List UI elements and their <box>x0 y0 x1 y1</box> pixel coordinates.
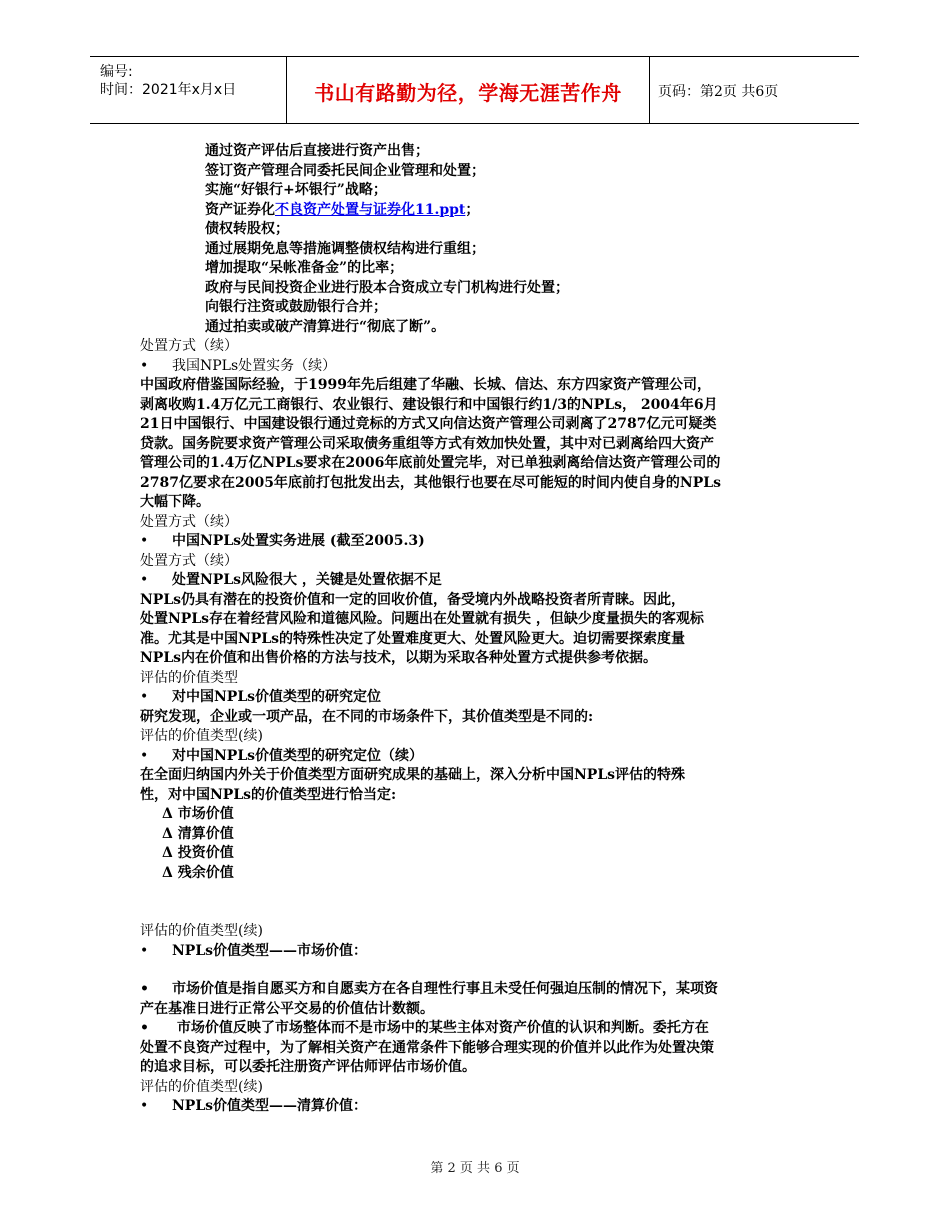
bullet-text: 我国NPLs处置实务（续） <box>172 357 337 374</box>
bullet-line <box>140 747 820 767</box>
paragraph-line: 管理公司的1.4万亿NPLs要求在2006年底前处置完毕，对已单独剥离给信达资产管理公司的 <box>140 455 721 471</box>
bullet-paragraph-line <box>140 1019 820 1039</box>
list-item-securitization <box>140 201 820 221</box>
list-item: 增加提取“呆帐准备金”的比率； <box>205 260 404 276</box>
bullet-text: 对中国NPLs价值类型的研究定位 <box>172 689 382 705</box>
bullet-text: 处置NPLs风险很大 ，关键是处置依据不足 <box>172 572 442 588</box>
bullet-icon: • <box>140 689 149 705</box>
bullet-icon: • <box>140 747 149 764</box>
spacer <box>140 961 820 980</box>
bullet-icon: • <box>140 1020 149 1036</box>
paragraph-line: 处置NPLs存在着经营风险和道德风险。问题出在处置就有损失 ，但缺少度量损失的客观标 <box>140 611 704 627</box>
page-footer: 第 2 页 共 6 页 <box>430 1161 520 1176</box>
paragraph-line: 21日中国银行、中国建设银行通过竞标的方式又向信达资产管理公司剥离了2787亿元可疑类 <box>140 416 717 432</box>
section-heading: 处置方式（续） <box>140 338 238 354</box>
bullet-icon: • <box>140 981 149 997</box>
securitization-prefix: 资产证券化 <box>205 201 275 218</box>
bullet-text: 中国NPLs处置实务进展 (截至2005.3) <box>172 533 425 549</box>
bullet-paragraph-line <box>140 980 820 1000</box>
section-heading: 处置方式（续） <box>140 552 238 569</box>
header-page-info: 页码：第2页 共6页 <box>658 84 779 100</box>
document-number-label: 编号: <box>100 64 133 80</box>
securitization-suffix: ； <box>465 201 480 218</box>
paragraph-line: 在全面归纳国内外关于价值类型方面研究成果的基础上，深入分析中国NPLs评估的特殊 <box>140 767 686 783</box>
paragraph-line: 大幅下降。 <box>140 494 210 510</box>
paragraph-line: 准。尤其是中国NPLs的特殊性决定了处置难度更大、处置风险更大。迫切需要探索度量 <box>140 630 686 647</box>
paragraph-line: 性，对中国NPLs的价值类型进行恰当定: <box>140 786 397 803</box>
value-type-item: Δ 投资价值 <box>162 845 234 861</box>
bullet-line <box>140 357 820 377</box>
bullet-icon: • <box>140 1098 149 1114</box>
bullet-icon: • <box>140 533 149 549</box>
bullet-text: 市场价值反映了市场整体而不是市场中的某些主体对资产价值的认识和判断。委托方在 <box>172 1020 709 1036</box>
paragraph-line: 的追求目标，可以委托注册资产评估师评估市场价值。 <box>140 1059 476 1075</box>
bullet-icon: • <box>140 942 149 959</box>
header-page-cell <box>650 57 859 123</box>
paragraph-line: 贷款。国务院要求资产管理公司采取债务重组等方式有效加快处置，其中对已剥离给四大资产 <box>140 435 714 452</box>
section-heading: 处置方式（续） <box>140 513 238 530</box>
bullet-text: NPLs价值类型——清算价值： <box>172 1098 368 1114</box>
document-time-label: 时间：2021年x月x日 <box>100 82 237 98</box>
bullet-line <box>140 532 820 552</box>
value-type-item: Δ 残余价值 <box>162 864 234 881</box>
bullet-text: 对中国NPLs价值类型的研究定位（续） <box>172 747 424 764</box>
header-motto: 书山有路勤为径，学海无涯苦作舟 <box>314 81 622 105</box>
value-type-item: Δ 清算价值 <box>162 825 234 842</box>
bullet-icon: • <box>140 572 149 588</box>
bullet-text: NPLs价值类型——市场价值： <box>172 942 368 959</box>
list-item: 向银行注资或鼓励银行合并； <box>205 299 387 315</box>
page-header <box>90 56 859 124</box>
header-info-cell <box>90 57 287 123</box>
document-body <box>140 142 820 1117</box>
section-heading: 评估的价值类型(续) <box>140 1078 263 1095</box>
securitization-ppt-link[interactable]: 不良资产处置与证券化11.ppt <box>275 201 466 218</box>
section-heading: 评估的价值类型(续) <box>140 728 263 744</box>
header-motto-cell <box>287 57 650 123</box>
list-item: 签订资产管理合同委托民间企业管理和处置； <box>205 162 485 179</box>
section-heading: 评估的价值类型(续) <box>140 923 263 939</box>
paragraph-line: NPLs仍具有潜在的投资价值和一定的回收价值，备受境内外战略投资者所青睐。因此， <box>140 591 686 608</box>
list-item: 实施“好银行+坏银行”战略； <box>205 182 387 198</box>
list-item: 政府与民间投资企业进行股本合资成立专门机构进行处置； <box>205 279 569 296</box>
bullet-icon: • <box>140 357 149 374</box>
paragraph-line: 中国政府借鉴国际经验，于1999年先后组建了华融、长城、信达、东方四家资产管理公司， <box>140 377 711 393</box>
paragraph-line: 处置不良资产过程中，为了解相关资产在通常条件下能够合理实现的价值并以此作为处置决策 <box>140 1039 714 1056</box>
bullet-text: 市场价值是指自愿买方和自愿卖方在各自理性行事且未受任何强迫压制的情况下，某项资 <box>172 981 718 997</box>
list-item: 债权转股权； <box>205 221 289 237</box>
bullet-line <box>140 688 820 708</box>
paragraph-line: NPLs内在价值和出售价格的方法与技术，以期为采取各种处置方式提供参考依据。 <box>140 650 658 666</box>
bullet-line <box>140 1097 820 1117</box>
bullet-line <box>140 571 820 591</box>
list-item: 通过展期免息等措施调整债权结构进行重组； <box>205 240 485 257</box>
spacer <box>140 883 820 922</box>
paragraph-line: 产在基准日进行正常公平交易的价值估计数额。 <box>140 1000 434 1017</box>
list-item: 通过拍卖或破产清算进行“彻底了断”。 <box>205 318 446 335</box>
paragraph-line: 剥离收购1.4万亿元工商银行、农业银行、建设银行和中国银行约1/3的NPLs， 2004年6月 <box>140 396 718 413</box>
value-type-item: Δ 市场价值 <box>162 806 234 822</box>
paragraph-line: 研究发现，企业或一项产品，在不同的市场条件下，其价值类型是不同的: <box>140 708 594 725</box>
bullet-line <box>140 942 820 962</box>
list-item: 通过资产评估后直接进行资产出售； <box>205 143 429 159</box>
section-heading: 评估的价值类型 <box>140 669 238 686</box>
paragraph-line: 2787亿要求在2005年底前打包批发出去，其他银行也要在尽可能短的时间内使自身的NPLs <box>140 474 721 491</box>
